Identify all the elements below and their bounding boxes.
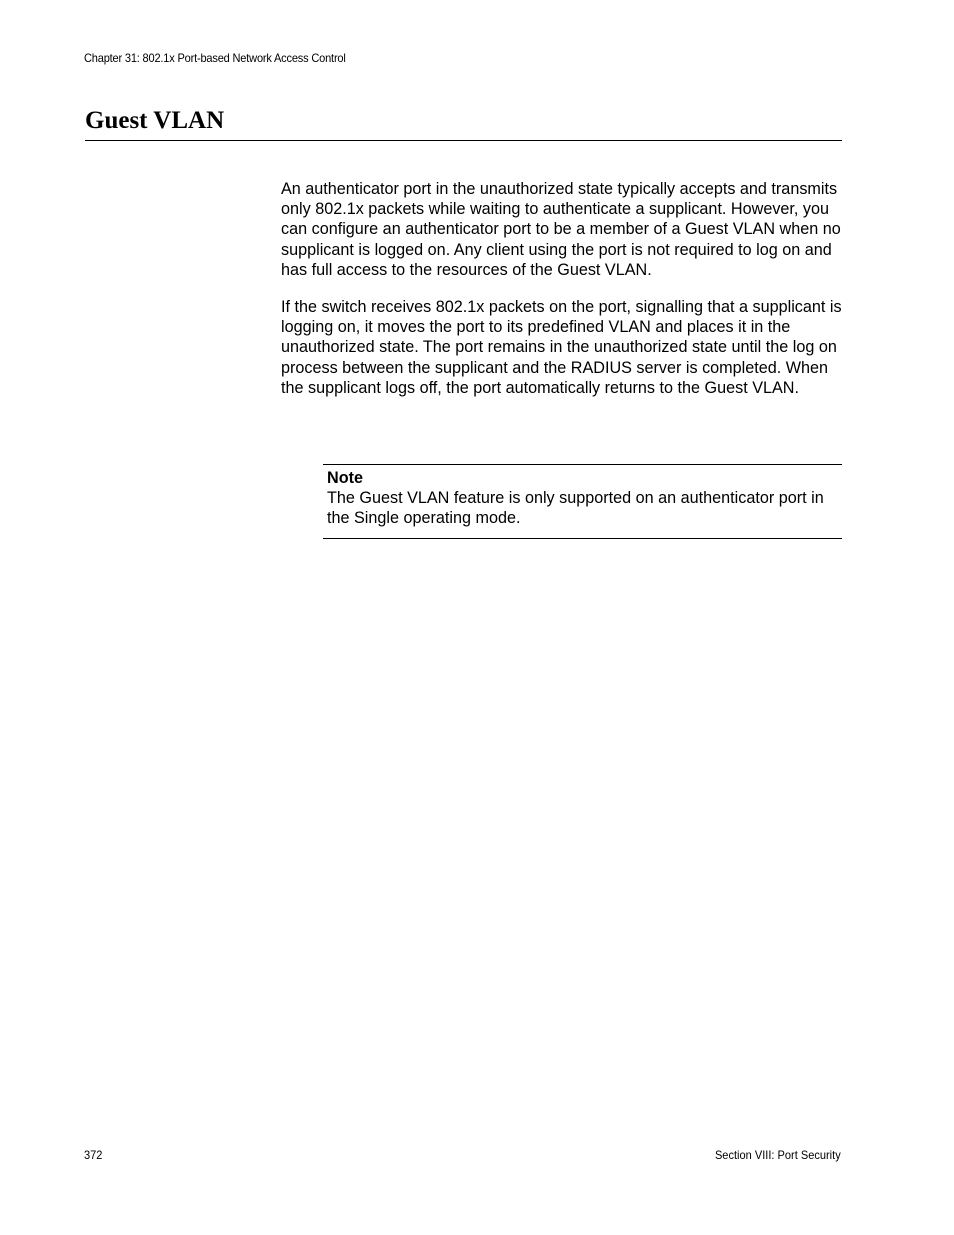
page-number: 372 xyxy=(84,1148,103,1162)
footer-section-label: Section VIII: Port Security xyxy=(715,1148,841,1162)
section-title: Guest VLAN xyxy=(85,107,225,134)
note-box xyxy=(323,464,842,539)
note-heading: Note xyxy=(327,469,363,487)
title-rule xyxy=(85,140,842,141)
body-text xyxy=(281,179,843,415)
paragraph: An authenticator port in the unauthorized state typically accepts and transmits only 802.1x packets while waiting to authenticate a supplicant. However, you can configure an authenticator port to be a member of a Guest VLAN when no supplicant is logged on. Any client using the port is not required to log on and has full access to the resources of the Guest VLAN. xyxy=(281,180,841,279)
paragraph: If the switch receives 802.1x packets on the port, signalling that a supplicant is logging on, it moves the port to its predefined VLAN and places it in the unauthorized state. The port remains in the unauthorized state until the log on process between the supplicant and the RADIUS server is completed. When the supplicant logs off, the port automatically returns to the Guest VLAN. xyxy=(281,298,842,397)
running-header: Chapter 31: 802.1x Port-based Network Access Control xyxy=(84,51,346,65)
note-text: The Guest VLAN feature is only supported on an authenticator port in the Single operating mode. xyxy=(327,489,824,528)
